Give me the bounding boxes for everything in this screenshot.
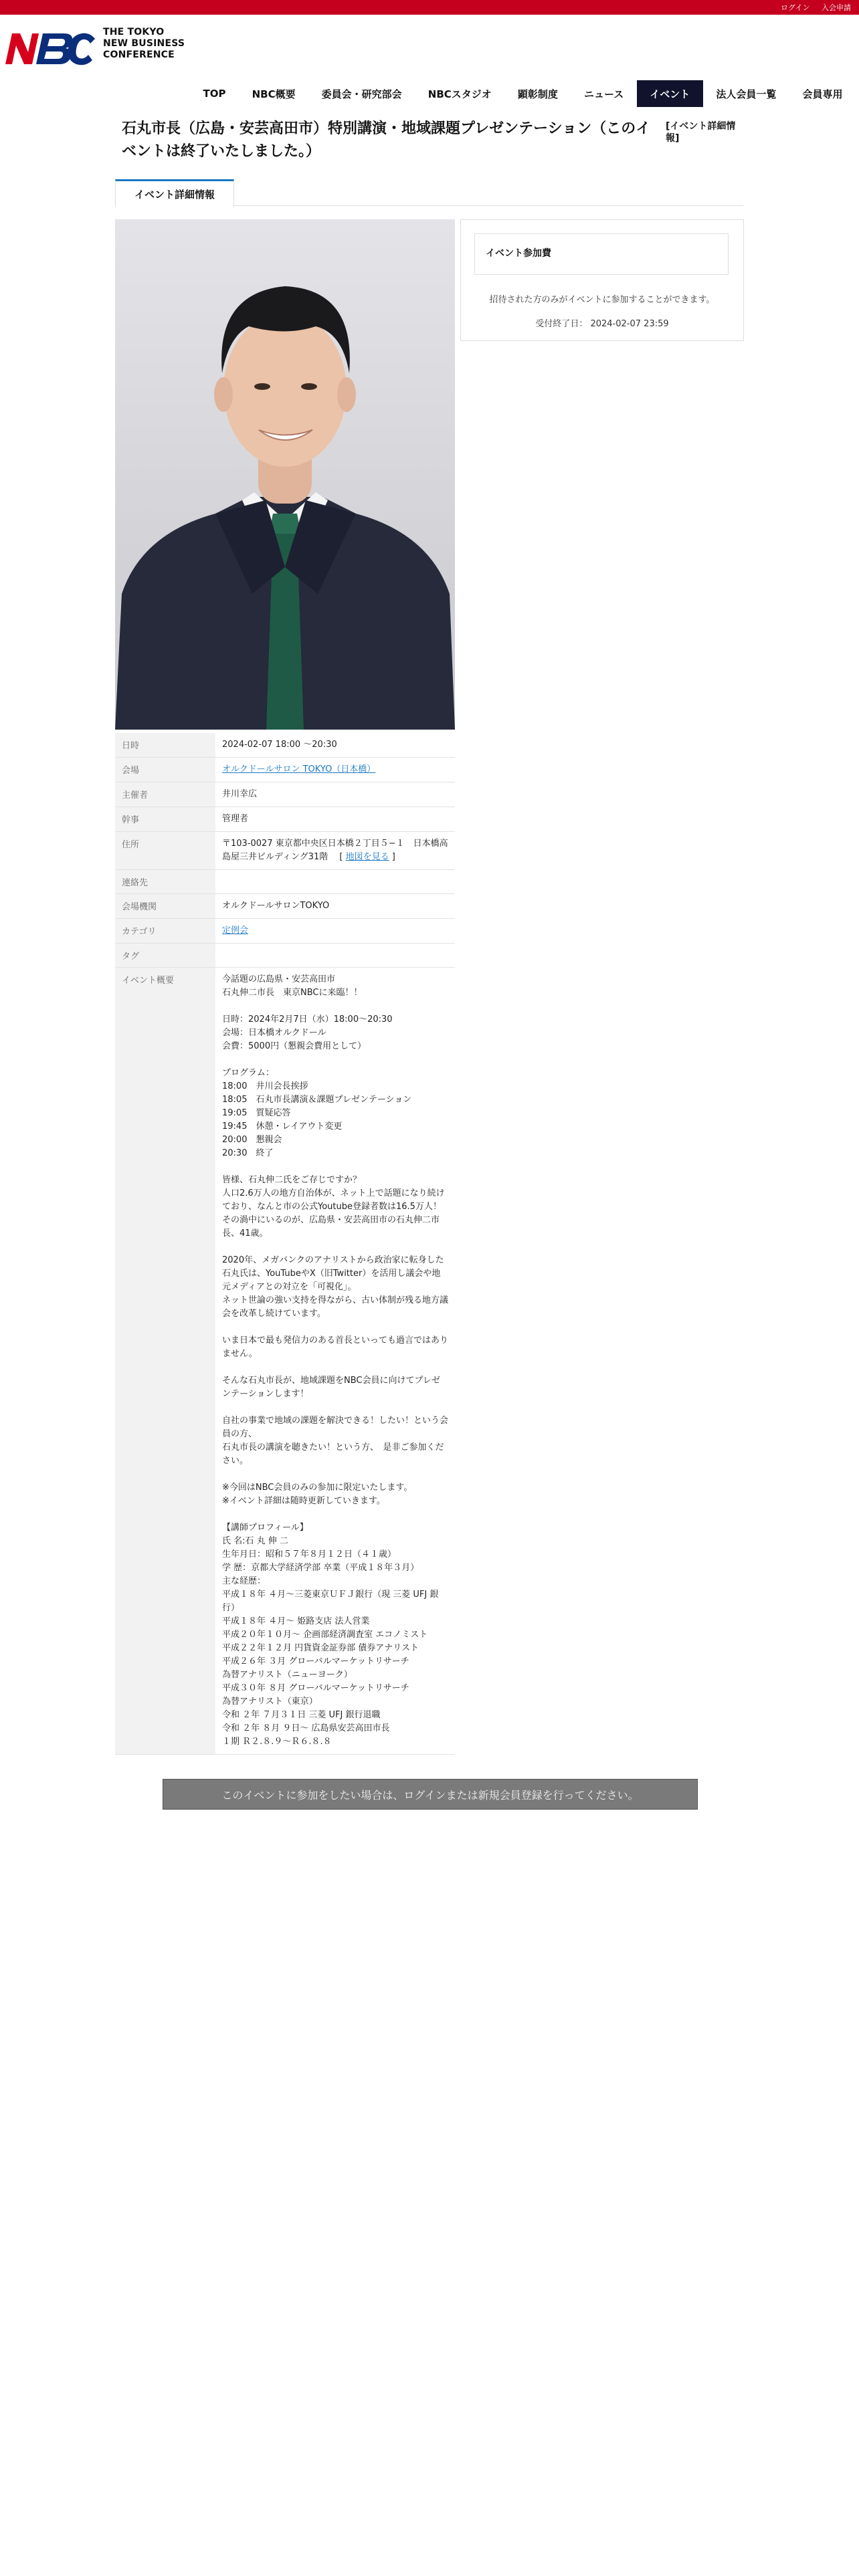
info-value: [215, 944, 455, 968]
registration-deadline: 受付終了日： 2024-02-07 23:59: [535, 319, 669, 329]
main-nav: [190, 80, 856, 107]
tab-event-details[interactable]: イベント詳細情報: [115, 179, 234, 207]
info-row-tags: [115, 944, 455, 968]
info-row-venue: [115, 758, 455, 782]
nbc-logo[interactable]: [3, 24, 185, 74]
page-title: 石丸市長（広島・安芸高田市）特別講演・地域課題プレゼンテーション（このイベントは終了いたしました。）: [122, 120, 651, 160]
info-key: 幹事: [115, 807, 215, 832]
invite-only-message: 招待された方のみがイベントに参加することができます。: [489, 295, 715, 305]
info-key: 会場: [115, 758, 215, 782]
info-key: 会場機関: [115, 894, 215, 919]
participation-card: [460, 219, 744, 341]
info-row-category: [115, 919, 455, 944]
info-value: 〒103-0027 東京都中央区日本橋２丁目５−１ 日本橋高島屋三井ビルディング31階 [ 地図を見る ]: [215, 832, 455, 870]
info-value: 管理者: [215, 807, 455, 832]
event-description: 今話題の広島県・安芸高田市 石丸伸二市長 東京NBCに来臨！！ 日時：2024年2月7日（水）18:00〜20:30 会場：日本橋オルクドール 会費：5000円（懇親会費用として） プログラム： 18:00 井川会長挨拶 18:05 石丸市長講演＆課題プレゼンテーション 19:05 質疑応答 19:45 休憩・レイアウト変更 20:00 懇親会 20:30 終了 皆様、石丸伸二氏をご存じですか？ 人口2.6万人の地方自治体が、ネット上で話題になり続けており、なんと市の公式Youtube登録者数は16.5万人！ その渦中にいるのが、広島県・安芸高田市の石丸伸二市長、41歳。 2020年、メガバンクのアナリストから政治家に転身した石丸氏は、YouTubeやX（旧Twitter）を活用し議会や地元メディアとの対立を「可視化」。 ネット世論の強い支持を得ながら、古い体制が残る地方議会を改革し続けています。 いま日本で最も発信力のある首長といっても過言ではありません。 そんな石丸市長が、地域課題をNBC会員に向けてプレゼンテーションします！ 自社の事業で地域の課題を解決できる！したい！という会員の方、 石丸市長の講演を聴きたい！という方、 是非ご参加ください。 ※今回はNBC会員のみの参加に限定いたします。 ※イベント詳細は随時更新していきます。 【講師プロフィール】 氏 名:石 丸 伸 二 生年月日：昭和５７年８月１２日（４１歳） 学 歴：京都大学経済学部 卒業（平成１８年３月） 主な経歴： 平成１８年 ４月〜三菱東京ＵＦＪ銀行（現 三菱 UFJ 銀行） 平成１８年 ４月〜 姫路支店 法人営業 平成２０年１０月〜 企画部経済調査室 エコノミスト 平成２２年１２月 円貨資金証券部 債券アナリスト 平成２６年 ３月 グローバルマーケットリサーチ 為替アナリスト（ニューヨーク） 平成３０年 ８月 グローバルマーケットリサーチ 為替アナリスト（東京） 令和 ２年 ７月３１日 三菱 UFJ 銀行退職 令和 ２年 ８月 ９日〜 広島県安芸高田市長 １期 Ｒ２.８.９〜Ｒ６.８.８: [222, 974, 449, 1747]
address-text: 〒103-0027 東京都中央区日本橋２丁目５−１ 日本橋高島屋三井ビルディング31階: [222, 839, 448, 862]
info-value: 井川幸広: [215, 782, 455, 807]
event-detail-link[interactable]: [イベント詳細情報]: [666, 121, 736, 144]
nav-committees[interactable]: 委員会・研究部会: [321, 88, 402, 100]
nav-news[interactable]: ニュース: [583, 88, 624, 100]
info-key: 住所: [115, 832, 215, 870]
speaker-photo: [115, 219, 455, 730]
info-key: 主催者: [115, 782, 215, 807]
info-row-datetime: [115, 733, 455, 758]
map-link[interactable]: 地図を見る: [345, 852, 389, 862]
nav-top[interactable]: TOP: [203, 88, 226, 100]
login-prompt-banner[interactable]: このイベントに参加をしたい場合は、ログインまたは新規会員登録を行ってください。: [163, 1779, 698, 1810]
info-key: 日時: [115, 733, 215, 758]
nav-studio[interactable]: NBCスタジオ: [427, 88, 492, 100]
info-value: オルクドールサロンTOKYO: [215, 894, 455, 919]
nbc-logo-mark: [3, 29, 96, 68]
info-value: [215, 919, 455, 944]
event-info-table: [115, 733, 455, 1755]
top-links: [771, 2, 851, 13]
nav-about[interactable]: NBC概要: [252, 88, 296, 100]
info-value: [215, 758, 455, 782]
info-row-secretary: [115, 807, 455, 832]
info-row-organizer: [115, 782, 455, 807]
top-bar: [0, 0, 859, 15]
info-value: 2024-02-07 18:00 〜20:30: [215, 733, 455, 758]
logo-text: THE TOKYO NEW BUSINESS CONFERENCE: [103, 27, 185, 60]
info-key: タグ: [115, 944, 215, 968]
signup-link[interactable]: 入会申請: [822, 3, 851, 12]
info-value: [215, 870, 455, 894]
info-row-contact: [115, 870, 455, 894]
login-link[interactable]: ログイン: [781, 3, 810, 12]
info-key: イベント概要: [115, 968, 215, 1755]
info-row-venue-org: [115, 894, 455, 919]
category-link[interactable]: 定例会: [222, 926, 249, 936]
nav-members-only[interactable]: 会員専用: [802, 88, 843, 100]
participation-fee-heading: イベント参加費: [474, 233, 729, 275]
nav-corporate-members[interactable]: 法人会員一覧: [716, 88, 777, 100]
info-key: 連絡先: [115, 870, 215, 894]
venue-link[interactable]: オルクドールサロン TOKYO（日本橋）: [222, 764, 376, 774]
info-row-address: [115, 832, 455, 870]
info-key: カテゴリ: [115, 919, 215, 944]
info-value: [215, 968, 455, 1755]
nav-awards[interactable]: 顕彰制度: [517, 88, 558, 100]
nav-events[interactable]: イベント: [637, 80, 703, 107]
info-row-overview: [115, 968, 455, 1755]
